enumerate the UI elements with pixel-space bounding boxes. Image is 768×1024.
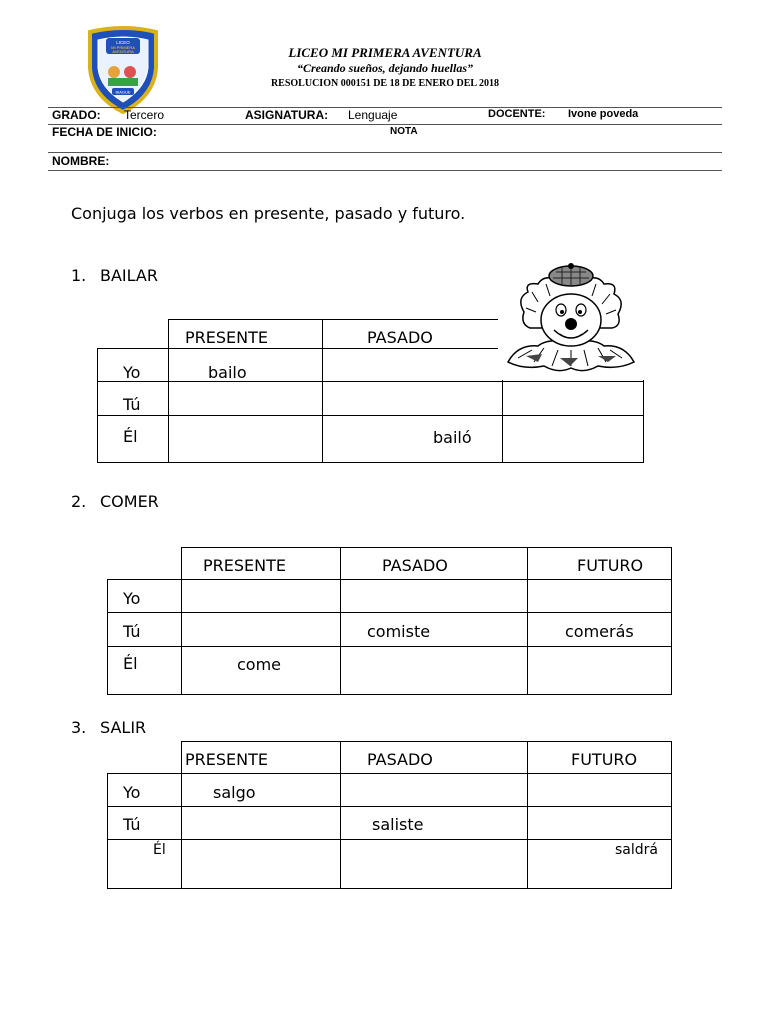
instructions-text: Conjuga los verbos en presente, pasado y futuro. [71,204,466,223]
ex2-header-futuro: FUTURO [577,556,644,575]
exercise-1-number: 1. [71,266,87,285]
ex3-row-tu-pasado: saliste [372,815,424,834]
ex3-row-el-pronoun: Él [153,842,166,858]
ex1-row-el-pasado: bailó [433,428,472,447]
svg-text:IBAGUE: IBAGUE [115,89,131,95]
ex2-header-presente: PRESENTE [203,556,286,575]
school-motto: “Creando sueños, dejando huellas” [296,61,474,75]
exercise-2-number: 2. [71,492,87,511]
exercise-3-number: 3. [71,718,87,737]
ex3-row-yo-presente: salgo [213,783,256,802]
header-line-3 [48,152,722,153]
asignatura-value: Lenguaje [348,108,398,122]
exercise-2-verb: COMER [100,492,159,511]
ex2-header-pasado: PASADO [382,556,448,575]
grado-value: Tercero [124,108,165,122]
exercise-3-verb: SALIR [100,718,147,737]
ex1-header-pasado: PASADO [367,328,433,347]
ex3-row-el-futuro: saldrá [615,842,658,858]
ex3-row-yo-pronoun: Yo [123,783,141,802]
asignatura-label: ASIGNATURA: [245,108,329,122]
ex2-row-tu-pasado: comiste [367,622,431,641]
ex2-row-yo-pronoun: Yo [123,589,141,608]
nota-label: NOTA [390,126,418,137]
school-name: LICEO MI PRIMERA AVENTURA [288,45,482,60]
ex1-row-tu-pronoun: Tú [123,395,141,414]
ex1-header-presente: PRESENTE [185,328,268,347]
clown-illustration [498,262,644,380]
svg-text:MI PRIMERA: MI PRIMERA [111,45,135,50]
ex1-row-el-pronoun: Él [123,427,138,446]
fecha-label: FECHA DE INICIO: [52,125,157,139]
ex3-header-futuro: FUTURO [571,750,638,769]
ex3-header-pasado: PASADO [367,750,433,769]
ex2-row-el-presente: come [237,655,282,674]
exercise-1-verb: BAILAR [100,266,158,285]
ex3-row-tu-pronoun: Tú [123,815,141,834]
svg-text:AVENTURA: AVENTURA [112,49,134,54]
docente-label: DOCENTE: [488,108,546,120]
ex2-row-tu-futuro: comerás [565,622,634,641]
ex1-row-yo-pronoun: Yo [123,363,141,382]
ex2-row-tu-pronoun: Tú [123,622,141,641]
ex1-row-yo-presente: bailo [208,363,247,382]
grado-label: GRADO: [52,108,101,122]
ex2-row-el-pronoun: Él [123,654,138,673]
header-line-bottom [48,170,722,171]
docente-value: Ivone poveda [568,108,639,120]
school-logo [84,24,162,114]
svg-text:LICEO: LICEO [116,40,130,45]
ex3-header-presente: PRESENTE [185,750,268,769]
nombre-label: NOMBRE: [52,154,110,168]
school-resolution: RESOLUCION 000151 DE 18 DE ENERO DEL 2018 [270,78,500,89]
